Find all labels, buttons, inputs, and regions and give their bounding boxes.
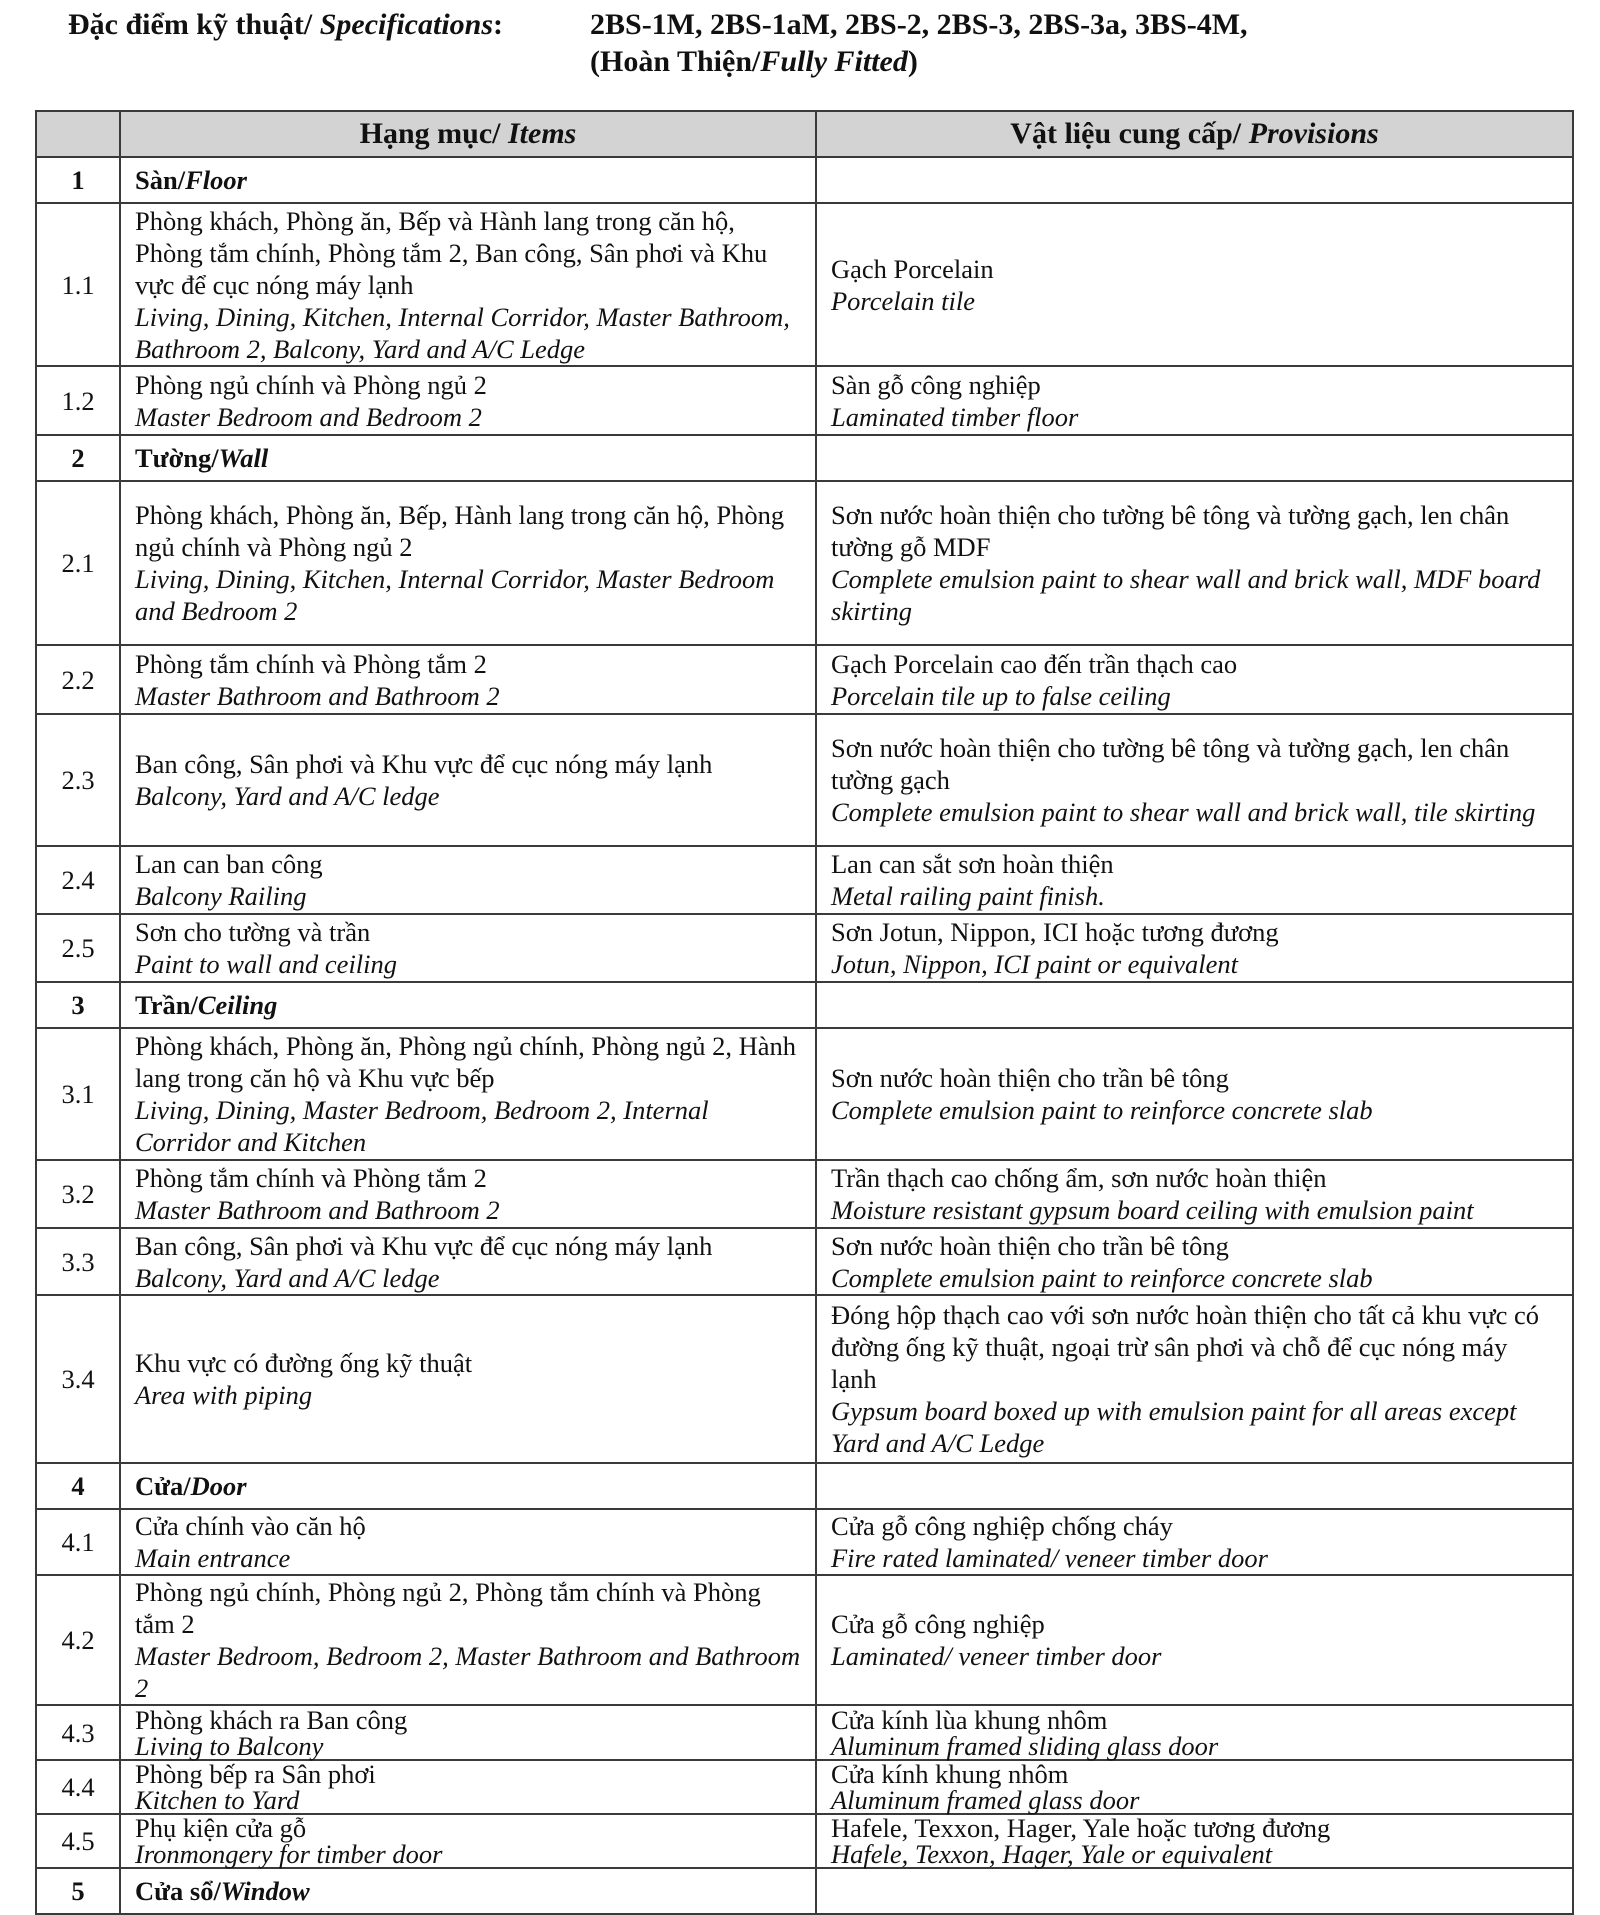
item-cell xyxy=(120,1814,816,1868)
provision-vi: Sàn gỗ công nghiệp xyxy=(831,369,1041,400)
row-number: 2.5 xyxy=(36,914,120,982)
table-row xyxy=(36,645,1573,714)
provision-vi: Sơn Jotun, Nippon, ICI hoặc tương đương xyxy=(831,917,1279,947)
spec-label-vi: Đặc điểm kỹ thuật/ xyxy=(68,8,320,41)
table-row xyxy=(36,714,1573,846)
provision-vi: Sơn nước hoàn thiện cho tường bê tông và tường gạch, len chân tường gỗ MDF xyxy=(831,500,1510,562)
item-cell xyxy=(120,846,816,914)
item-cell xyxy=(120,1575,816,1705)
item-en: Master Bedroom, Bedroom 2, Master Bathroom and Bathroom 2 xyxy=(135,1641,801,1703)
provision-en: Complete emulsion paint to shear wall and brick wall, tile skirting xyxy=(831,797,1536,827)
provision-vi: Sơn nước hoàn thiện cho trần bê tông xyxy=(831,1230,1229,1261)
table-row xyxy=(36,1228,1573,1295)
row-number: 3.1 xyxy=(36,1028,120,1160)
table-row xyxy=(36,1295,1573,1463)
item-en: Balcony, Yard and A/C ledge xyxy=(135,1262,440,1293)
section-number: 5 xyxy=(36,1868,120,1914)
provision-en: Complete emulsion paint to reinforce concrete slab xyxy=(831,1262,1373,1293)
section-title-vi: Sàn/ xyxy=(135,165,186,195)
provision-cell xyxy=(816,1814,1573,1868)
item-cell xyxy=(120,481,816,645)
item-en: Main entrance xyxy=(135,1543,291,1573)
item-cell xyxy=(120,1028,816,1160)
section-number: 4 xyxy=(36,1463,120,1509)
item-vi: Phòng khách, Phòng ăn, Bếp và Hành lang trong căn hộ, Phòng tắm chính, Phòng tắm 2, Ban công, Sân phơi và Khu vực để cục nóng máy lạnh xyxy=(135,205,768,300)
provision-cell xyxy=(816,203,1573,366)
table-row xyxy=(36,1814,1573,1868)
section-row xyxy=(36,157,1573,203)
provision-cell xyxy=(816,846,1573,914)
item-cell xyxy=(120,1705,816,1760)
provision-cell xyxy=(816,1160,1573,1228)
section-title xyxy=(120,157,816,203)
item-vi: Phòng ngủ chính và Phòng ngủ 2 xyxy=(135,369,487,400)
row-number: 1.1 xyxy=(36,203,120,366)
section-blank xyxy=(816,982,1573,1028)
provision-en: Porcelain tile up to false ceiling xyxy=(831,680,1171,711)
provision-vi: Trần thạch cao chống ẩm, sơn nước hoàn thiện xyxy=(831,1163,1327,1193)
section-title-vi: Tường/ xyxy=(135,443,219,473)
item-vi: Ban công, Sân phơi và Khu vực để cục nóng máy lạnh xyxy=(135,749,713,779)
section-title-en: Door xyxy=(190,1471,247,1501)
fitted-note xyxy=(590,43,918,80)
row-number: 3.3 xyxy=(36,1228,120,1295)
provision-cell xyxy=(816,1760,1573,1814)
spec-label xyxy=(68,6,503,43)
table-row xyxy=(36,366,1573,435)
row-number: 2.3 xyxy=(36,714,120,846)
row-number: 4.2 xyxy=(36,1575,120,1705)
col-header-no xyxy=(36,111,120,157)
item-cell xyxy=(120,1760,816,1814)
provision-vi: Gạch Porcelain xyxy=(831,253,994,284)
item-vi: Sơn cho tường và trần xyxy=(135,917,371,947)
table-row xyxy=(36,203,1573,366)
section-blank xyxy=(816,435,1573,481)
provision-cell xyxy=(816,1295,1573,1463)
section-title-vi: Cửa/ xyxy=(135,1471,191,1501)
section-title-en: Wall xyxy=(218,443,269,473)
provision-en: Porcelain tile xyxy=(831,285,975,316)
item-en: Living, Dining, Master Bedroom, Bedroom 2, Internal Corridor and Kitchen xyxy=(135,1095,709,1157)
section-row xyxy=(36,1868,1573,1914)
section-title xyxy=(120,1868,816,1914)
item-cell xyxy=(120,645,816,714)
item-en: Master Bedroom and Bedroom 2 xyxy=(135,401,482,432)
row-number: 3.2 xyxy=(36,1160,120,1228)
provision-en: Laminated/ veneer timber door xyxy=(831,1641,1162,1671)
row-number: 4.3 xyxy=(36,1705,120,1760)
item-en: Living, Dining, Kitchen, Internal Corridor, Master Bedroom and Bedroom 2 xyxy=(135,564,775,626)
provision-cell xyxy=(816,714,1573,846)
provision-vi: Cửa gỗ công nghiệp chống cháy xyxy=(831,1511,1173,1541)
row-number: 3.4 xyxy=(36,1295,120,1463)
item-vi: Phòng khách, Phòng ăn, Bếp, Hành lang trong căn hộ, Phòng ngủ chính và Phòng ngủ 2 xyxy=(135,500,785,562)
fitted-en: Fully Fitted xyxy=(760,45,908,78)
provision-vi: Sơn nước hoàn thiện cho tường bê tông và tường gạch, len chân tường gạch xyxy=(831,733,1510,795)
section-row xyxy=(36,1463,1573,1509)
item-vi: Phòng khách, Phòng ăn, Phòng ngủ chính, Phòng ngủ 2, Hành lang trong căn hộ và Khu vực bếp xyxy=(135,1031,797,1093)
section-number: 1 xyxy=(36,157,120,203)
col-header-items xyxy=(120,111,816,157)
section-blank xyxy=(816,157,1573,203)
table-row xyxy=(36,846,1573,914)
table-row xyxy=(36,1760,1573,1814)
row-number: 2.1 xyxy=(36,481,120,645)
col-prov-vi: Vật liệu cung cấp/ xyxy=(1010,117,1249,150)
provision-vi: Lan can sắt sơn hoàn thiện xyxy=(831,849,1114,879)
col-items-vi: Hạng mục/ xyxy=(359,117,508,150)
item-en: Balcony, Yard and A/C ledge xyxy=(135,781,440,811)
provision-en: Moisture resistant gypsum board ceiling with emulsion paint xyxy=(831,1195,1474,1225)
row-number: 4.4 xyxy=(36,1760,120,1814)
col-items-en: Items xyxy=(508,117,577,150)
section-title-vi: Trần/ xyxy=(135,990,198,1020)
table-row xyxy=(36,914,1573,982)
spec-table xyxy=(35,110,1574,1915)
provision-cell xyxy=(816,914,1573,982)
table-row xyxy=(36,1705,1573,1760)
provision-en: Hafele, Texxon, Hager, Yale or equivalent xyxy=(831,1839,1273,1869)
item-cell xyxy=(120,914,816,982)
provision-cell xyxy=(816,645,1573,714)
row-number: 1.2 xyxy=(36,366,120,435)
provision-vi: Hafele, Texxon, Hager, Yale hoặc tương đương xyxy=(831,1813,1331,1843)
provision-cell xyxy=(816,1575,1573,1705)
row-number: 2.2 xyxy=(36,645,120,714)
provision-vi: Cửa kính lùa khung nhôm xyxy=(831,1704,1108,1735)
provision-en: Complete emulsion paint to reinforce concrete slab xyxy=(831,1095,1373,1125)
item-vi: Phòng bếp ra Sân phơi xyxy=(135,1759,376,1789)
section-title-en: Floor xyxy=(185,165,247,195)
section-row xyxy=(36,982,1573,1028)
item-vi: Lan can ban công xyxy=(135,849,323,879)
item-vi: Khu vực có đường ống kỹ thuật xyxy=(135,1348,473,1378)
section-number: 2 xyxy=(36,435,120,481)
item-vi: Phòng ngủ chính, Phòng ngủ 2, Phòng tắm chính và Phòng tắm 2 xyxy=(135,1577,761,1639)
row-number: 2.4 xyxy=(36,846,120,914)
table-row xyxy=(36,1160,1573,1228)
item-en: Paint to wall and ceiling xyxy=(135,949,398,979)
section-title-en: Window xyxy=(220,1876,310,1906)
provision-en: Aluminum framed glass door xyxy=(831,1785,1140,1815)
provision-en: Metal railing paint finish. xyxy=(831,881,1105,911)
item-en: Ironmongery for timber door xyxy=(135,1839,443,1869)
item-en: Kitchen to Yard xyxy=(135,1785,300,1815)
item-vi: Phòng tắm chính và Phòng tắm 2 xyxy=(135,648,487,679)
item-en: Master Bathroom and Bathroom 2 xyxy=(135,680,500,711)
row-number: 4.1 xyxy=(36,1509,120,1575)
provision-cell xyxy=(816,366,1573,435)
provision-cell xyxy=(816,1705,1573,1760)
provision-en: Jotun, Nippon, ICI paint or equivalent xyxy=(831,949,1239,979)
provision-en: Complete emulsion paint to shear wall and brick wall, MDF board skirting xyxy=(831,564,1541,626)
item-vi: Phòng khách ra Ban công xyxy=(135,1704,408,1735)
spec-table-body xyxy=(36,157,1573,1914)
section-blank xyxy=(816,1868,1573,1914)
item-cell xyxy=(120,1295,816,1463)
section-blank xyxy=(816,1463,1573,1509)
item-cell xyxy=(120,1160,816,1228)
provision-en: Fire rated laminated/ veneer timber door xyxy=(831,1543,1268,1573)
item-cell xyxy=(120,714,816,846)
provision-vi: Cửa gỗ công nghiệp xyxy=(831,1609,1045,1639)
spec-label-en: Specifications xyxy=(319,8,494,41)
section-title xyxy=(120,1463,816,1509)
item-cell xyxy=(120,203,816,366)
item-cell xyxy=(120,1509,816,1575)
table-row xyxy=(36,481,1573,645)
provision-vi: Gạch Porcelain cao đến trần thạch cao xyxy=(831,648,1238,679)
item-vi: Cửa chính vào căn hộ xyxy=(135,1511,366,1541)
item-en: Area with piping xyxy=(135,1380,313,1410)
section-title xyxy=(120,435,816,481)
spec-label-colon: : xyxy=(493,8,504,41)
item-en: Living to Balcony xyxy=(135,1730,324,1761)
item-en: Living, Dining, Kitchen, Internal Corridor, Master Bathroom, Bathroom 2, Balcony, Yard and A/C Ledge xyxy=(135,301,790,364)
provision-en: Gypsum board boxed up with emulsion paint for all areas except Yard and A/C Ledge xyxy=(831,1396,1517,1458)
provision-vi: Sơn nước hoàn thiện cho trần bê tông xyxy=(831,1063,1229,1093)
item-vi: Phụ kiện cửa gỗ xyxy=(135,1813,307,1843)
provision-vi: Cửa kính khung nhôm xyxy=(831,1759,1069,1789)
section-row xyxy=(36,435,1573,481)
item-cell xyxy=(120,1228,816,1295)
item-vi: Phòng tắm chính và Phòng tắm 2 xyxy=(135,1163,487,1193)
col-prov-en: Provisions xyxy=(1248,117,1379,150)
item-cell xyxy=(120,366,816,435)
provision-en: Laminated timber floor xyxy=(831,401,1079,432)
provision-cell xyxy=(816,481,1573,645)
provision-en: Aluminum framed sliding glass door xyxy=(831,1730,1219,1761)
model-list: 2BS-1M, 2BS-1aM, 2BS-2, 2BS-3, 2BS-3a, 3BS-4M, xyxy=(590,8,1248,41)
provision-cell xyxy=(816,1228,1573,1295)
provision-vi: Đóng hộp thạch cao với sơn nước hoàn thiện cho tất cả khu vực có đường ống kỹ thuật, ngoại trừ sân phơi và chỗ để cục nóng máy lạnh xyxy=(831,1300,1540,1394)
item-vi: Ban công, Sân phơi và Khu vực để cục nóng máy lạnh xyxy=(135,1230,713,1261)
fitted-close: ) xyxy=(907,45,918,78)
section-title-en: Ceiling xyxy=(197,990,278,1020)
provision-cell xyxy=(816,1028,1573,1160)
table-row xyxy=(36,1028,1573,1160)
section-title-vi: Cửa sổ/ xyxy=(135,1876,221,1906)
section-title xyxy=(120,982,816,1028)
table-row xyxy=(36,1575,1573,1705)
fitted-vi: (Hoàn Thiện/ xyxy=(590,45,761,78)
item-en: Master Bathroom and Bathroom 2 xyxy=(135,1195,500,1225)
row-number: 4.5 xyxy=(36,1814,120,1868)
col-header-provisions xyxy=(816,111,1573,157)
section-number: 3 xyxy=(36,982,120,1028)
item-en: Balcony Railing xyxy=(135,881,307,911)
table-header-row xyxy=(36,111,1573,157)
table-row xyxy=(36,1509,1573,1575)
provision-cell xyxy=(816,1509,1573,1575)
